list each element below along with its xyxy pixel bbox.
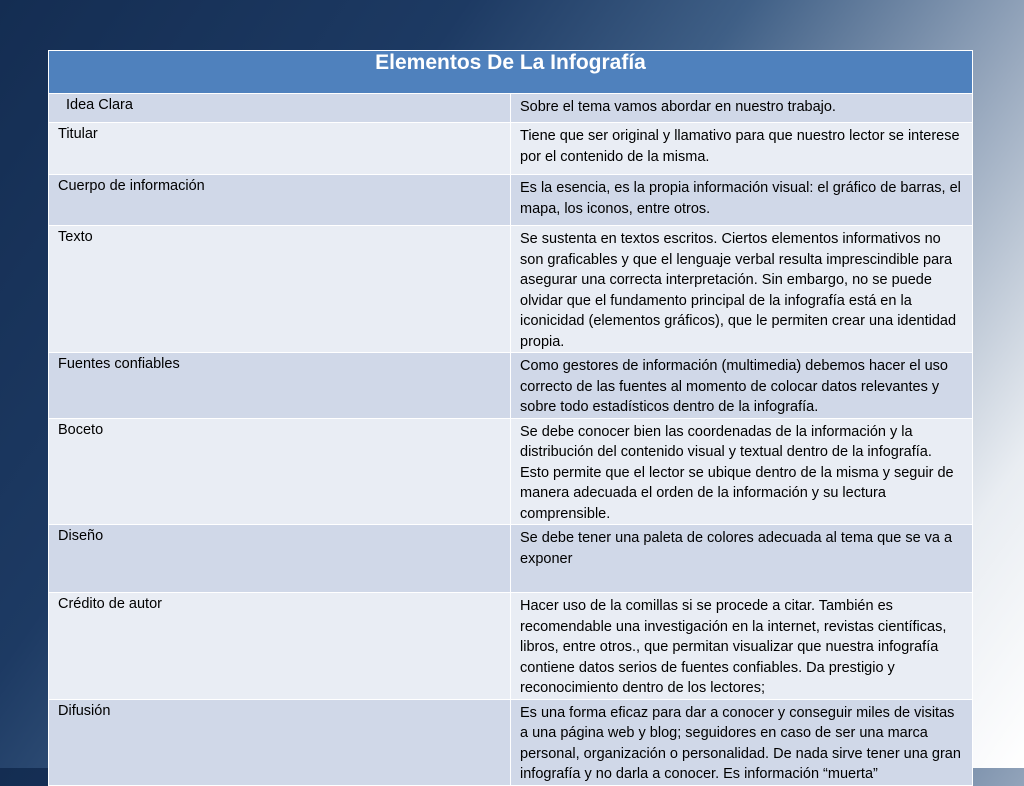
row-label: Boceto	[49, 418, 511, 525]
row-description: Como gestores de información (multimedia) debemos hacer el uso correcto de las fuentes al momento de colocar datos relevantes y sobre todo estadísticos dentro de la infografía.	[511, 353, 973, 419]
row-label: Idea Clara	[49, 94, 511, 123]
table-row	[49, 94, 973, 123]
table-row	[49, 226, 973, 353]
row-label: Diseño	[49, 525, 511, 593]
row-description: Se sustenta en textos escritos. Ciertos elementos informativos no son graficables y que el lenguaje verbal resulta imprescindible para asegurar una correcta interpretación. Sin embargo, no se puede olvidar que el fundamento principal de la infografía está en la iconicidad (elementos gráficos), que le permiten crear una identidad propia.	[511, 226, 973, 353]
row-label: Difusión	[49, 699, 511, 785]
infographic-elements-table	[48, 50, 973, 786]
table-header-row	[49, 51, 973, 94]
table-row	[49, 699, 973, 785]
row-label: Fuentes confiables	[49, 353, 511, 419]
table-row	[49, 353, 973, 419]
row-description: Es una forma eficaz para dar a conocer y conseguir miles de visitas a una página web y blog; seguidores en caso de ser una marca personal, organización o personalidad. De nada sirve tener una gran infografía y no darla a conocer. Es información “muerta”	[511, 699, 973, 785]
row-description: Es la esencia, es la propia información visual: el gráfico de barras, el mapa, los iconos, entre otros.	[511, 175, 973, 226]
row-description: Sobre el tema vamos abordar en nuestro trabajo.	[511, 94, 973, 123]
table-row	[49, 593, 973, 700]
table-row	[49, 418, 973, 525]
row-label: Titular	[49, 123, 511, 175]
row-label: Cuerpo de información	[49, 175, 511, 226]
row-description: Hacer uso de la comillas si se procede a citar. También es recomendable una investigación en la internet, revistas científicas, libros, entre otros., que permitan visualizar que nuestra infografía contiene datos serios de fuentes confiables. Da prestigio y reconocimiento dentro de los lectores;	[511, 593, 973, 700]
table-row	[49, 525, 973, 593]
row-description: Se debe conocer bien las coordenadas de la información y la distribución del contenido visual y textual dentro de la infografía. Esto permite que el lector se ubique dentro de la misma y seguir de manera adecuada el orden de la información y su lectura comprensible.	[511, 418, 973, 525]
table-row	[49, 123, 973, 175]
row-description: Tiene que ser original y llamativo para que nuestro lector se interese por el contenido de la misma.	[511, 123, 973, 175]
row-label: Texto	[49, 226, 511, 353]
table-row	[49, 175, 973, 226]
table-title: Elementos De La Infografía	[49, 51, 973, 94]
row-label: Crédito de autor	[49, 593, 511, 700]
row-description: Se debe tener una paleta de colores adecuada al tema que se va a exponer	[511, 525, 973, 593]
